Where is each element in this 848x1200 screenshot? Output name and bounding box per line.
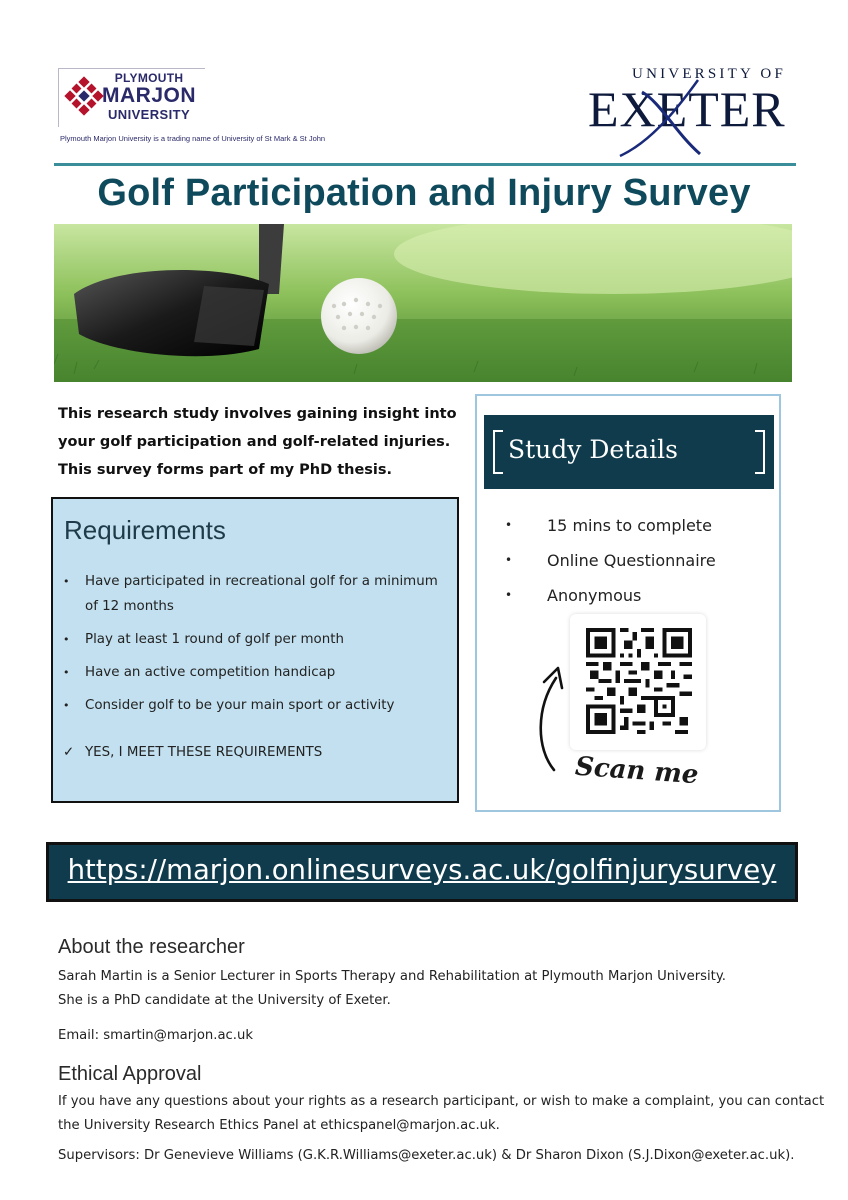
bullet-icon: • xyxy=(63,699,70,712)
ethics-line-1: If you have any questions about your rights as a research participant, or wish to make a complaint, you can contact xyxy=(58,1094,825,1109)
requirements-panel xyxy=(51,497,459,803)
list-item xyxy=(63,627,453,652)
marjon-line-1: PLYMOUTH xyxy=(114,71,184,85)
marjon-line-2: MARJON xyxy=(102,84,197,107)
arrow-up-icon xyxy=(532,658,572,778)
requirements-confirm-text: YES, I MEET THESE REQUIREMENTS xyxy=(85,745,323,760)
bullet-icon: • xyxy=(505,518,513,532)
study-detail-text: 15 mins to complete xyxy=(547,516,712,535)
ethics-paragraph xyxy=(58,1090,824,1138)
page-title: Golf Participation and Injury Survey xyxy=(97,172,751,214)
study-detail-text: Anonymous xyxy=(547,586,642,605)
study-details-header xyxy=(484,415,774,489)
golf-hero-image xyxy=(54,224,792,382)
intro-line-1: This research study involves gaining insight into xyxy=(58,406,457,422)
exeter-swoosh-icon xyxy=(580,72,790,158)
left-bracket-icon xyxy=(493,430,503,474)
bullet-icon: • xyxy=(505,553,513,567)
marjon-wordmark xyxy=(102,72,196,121)
intro-line-2: your golf participation and golf-related injuries. xyxy=(58,434,451,450)
researcher-email: Email: smartin@marjon.ac.uk xyxy=(58,1028,253,1043)
study-details-list xyxy=(505,508,716,613)
list-item xyxy=(505,543,716,578)
list-item xyxy=(505,508,716,543)
list-item xyxy=(63,569,453,619)
requirement-text: Consider golf to be your main sport or activity xyxy=(85,698,395,713)
survey-link[interactable]: https://marjon.onlinesurveys.ac.uk/golfinjurysurvey xyxy=(67,854,777,886)
requirements-list xyxy=(63,569,453,726)
requirements-confirm xyxy=(63,745,322,760)
header-divider xyxy=(54,163,796,166)
requirement-text: Have participated in recreational golf for a minimum of 12 months xyxy=(85,574,438,614)
qr-code-icon xyxy=(586,628,692,734)
ethics-heading: Ethical Approval xyxy=(58,1063,202,1085)
bullet-icon: • xyxy=(63,666,70,679)
ethics-line-2: the University Research Ethics Panel at ethicspanel@marjon.ac.uk. xyxy=(58,1118,500,1133)
about-line-2: She is a PhD candidate at the University of Exeter. xyxy=(58,993,391,1008)
marjon-line-3: UNIVERSITY xyxy=(108,107,191,122)
requirement-text: Play at least 1 round of golf per month xyxy=(85,632,344,647)
bullet-icon: • xyxy=(63,575,70,588)
marjon-logo xyxy=(58,68,378,148)
scan-me-label: Scan me xyxy=(574,751,700,791)
survey-url-banner xyxy=(46,842,798,902)
marjon-tagline: Plymouth Marjon University is a trading name of University of St Mark & St John xyxy=(60,134,326,143)
about-paragraph xyxy=(58,965,726,1013)
right-bracket-icon xyxy=(755,430,765,474)
requirement-text: Have an active competition handicap xyxy=(85,665,336,680)
bullet-icon: • xyxy=(505,588,513,602)
qr-code[interactable] xyxy=(570,614,706,750)
study-detail-text: Online Questionnaire xyxy=(547,551,716,570)
marjon-diamond-icon xyxy=(64,76,104,116)
requirements-heading: Requirements xyxy=(64,515,226,545)
exeter-logo-small: UNIVERSITY OF xyxy=(632,66,786,82)
bullet-icon: • xyxy=(63,633,70,646)
about-line-1: Sarah Martin is a Senior Lecturer in Sports Therapy and Rehabilitation at Plymouth Marjon University. xyxy=(58,969,726,984)
exeter-logo-big: EXETER xyxy=(588,81,786,137)
intro-line-3: This survey forms part of my PhD thesis. xyxy=(58,462,393,478)
exeter-logo xyxy=(580,66,790,156)
about-heading: About the researcher xyxy=(58,936,245,958)
study-details-heading: Study Details xyxy=(508,435,678,464)
list-item xyxy=(63,660,453,685)
intro-paragraph xyxy=(58,400,468,484)
check-icon: ✓ xyxy=(63,745,75,760)
study-details-panel xyxy=(475,394,781,812)
list-item xyxy=(505,578,716,613)
supervisors-line: Supervisors: Dr Genevieve Williams (G.K.R.Williams@exeter.ac.uk) & Dr Sharon Dixon (S.J.Dixon@exeter.ac.uk). xyxy=(58,1148,795,1163)
list-item xyxy=(63,693,453,718)
